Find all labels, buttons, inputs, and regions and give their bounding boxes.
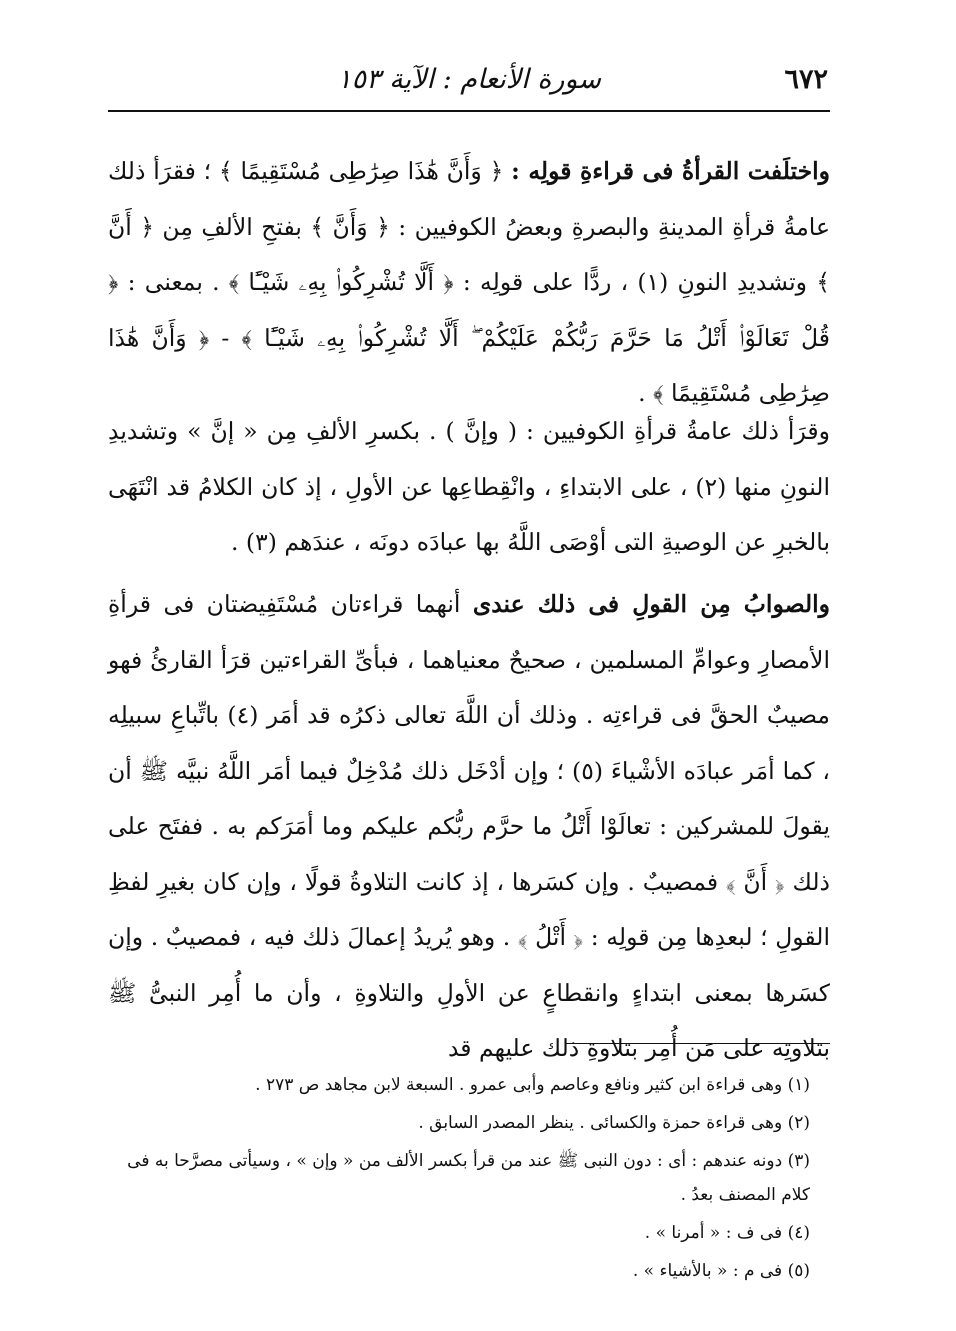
footnote-rule — [566, 1043, 830, 1044]
footnote: (٣) دونه عندهم : أى : دون النبى ﷺ عند من قرأ بكسر الألف من « وإن » ، وسيأتى مصرَّحا به فى كلام المصنف بعدُ . — [127, 1151, 810, 1205]
paragraph-text: أنهما قراءتان مُسْتَفِيضتان فى قرأةِ الأمصارِ وعوامِّ المسلمين ، صحيحٌ معنياهما ، فبأىِّ القراءتين قرَأ القارئُ فهو مصيبٌ الحقَّ فى قراءتِه . وذلك أن اللَّهَ تعالى ذكرُه قد أمَر (٤) باتِّباعِ سبيلِه ، كما أمَر عبادَه الأشْياءَ (٥) ؛ وإن أدْخَل ذلك مُدْخِلٌ فيما أمَر اللَّهُ نبيَّه ﷺ أن يقولَ للمشركين : تعالَوْا أَتْلُ ما حرَّم ربُّكم عليكم وما أمَرَكم به . ففتَح على ذلك ﴿ أَنَّ ﴾ فمصيبٌ . وإن كسَرها ، إذ كانت التلاوةُ قولًا ، وإن كان بغيرِ لفظِ القولِ ؛ لبعدِها مِن قولِه : ﴿ أَتْلُ ﴾ . وهو يُريدُ إعمالَ ذلك فيه ، فمصيبٌ . وإن كسَرها بمعنى ابتداءٍ وانقطاعٍ عن الأولِ والتلاوةِ ، وأن ما أُمِر النبىُّ ﷺ بتلاوتِه على مَن أُمِر بتلاوةِ ذلك عليهم قد — [108, 590, 831, 1062]
paragraph — [108, 144, 830, 407]
book-page — [108, 58, 830, 1308]
paragraph-lead: والصوابُ مِن القولِ فى ذلك عندى — [472, 590, 831, 618]
footnote: (٤) فى ف : « أمرنا » . — [644, 1223, 810, 1243]
footnote: (٥) فى م : « بالأشياء » . — [632, 1261, 810, 1281]
paragraph — [108, 404, 830, 569]
footnotes — [108, 1068, 810, 1292]
paragraph-text: وقرَأ ذلك عامةُ قرأةِ الكوفيين : ( وإنَّ ) . بكسرِ الألفِ مِن « إنَّ » وتشديدِ النونِ منها (٢) ، على الابتداءِ ، وانْقِطاعِها عن الأولِ ، إذ كان الكلامُ قد انْتَهَى بالخبرِ عن الوصيةِ التى أوْصَى اللَّهُ بها عبادَه دونَه ، عندَهم (٣) . — [108, 417, 830, 556]
body-text — [108, 144, 831, 1062]
paragraph-lead: واختلَفت القرأةُ فى قراءةِ قولِه : — [511, 157, 830, 185]
header-rule — [108, 110, 830, 112]
footnote: (٢) وهى قراءة حمزة والكسائى . ينظر المصدر السابق . — [418, 1113, 810, 1133]
running-title: سورة الأنعام : الآية ١٥٣ — [337, 64, 601, 95]
paragraph-text: ﴿ وَأَنَّ هَٰذَا صِرَٰطِى مُسْتَقِيمًا ﴾ ؛ فقرَأ ذلك عامةُ قرأةِ المدينةِ والبصرةِ وبعضُ الكوفيين : ﴿ وَأَنَّ ﴾ بفتحِ الألفِ مِن ﴿ أَنَّ ﴾ وتشديدِ النونِ (١) ، ردًّا على قولِه : ﴿ أَلَّا تُشْرِكُوا۟ بِهِۦ شَيْـًٔا ﴾ . بمعنى : ﴿ قُلْ تَعَالَوْا۟ أَتْلُ مَا حَرَّمَ رَبُّكُمْ عَلَيْكُمْ ۖ أَلَّا تُشْرِكُوا۟ بِهِۦ شَيْـًٔا ﴾ - ﴿ وَأَنَّ هَٰذَا صِرَٰطِى مُسْتَقِيمًا ﴾ . — [108, 157, 830, 407]
paragraph — [108, 577, 831, 1062]
page-number: ٦٧٢ — [784, 64, 828, 95]
footnote: (١) وهى قراءة ابن كثير ونافع وعاصم وأبى عمرو . السبعة لابن مجاهد ص ٢٧٣ . — [255, 1075, 810, 1095]
page-header — [108, 58, 830, 98]
